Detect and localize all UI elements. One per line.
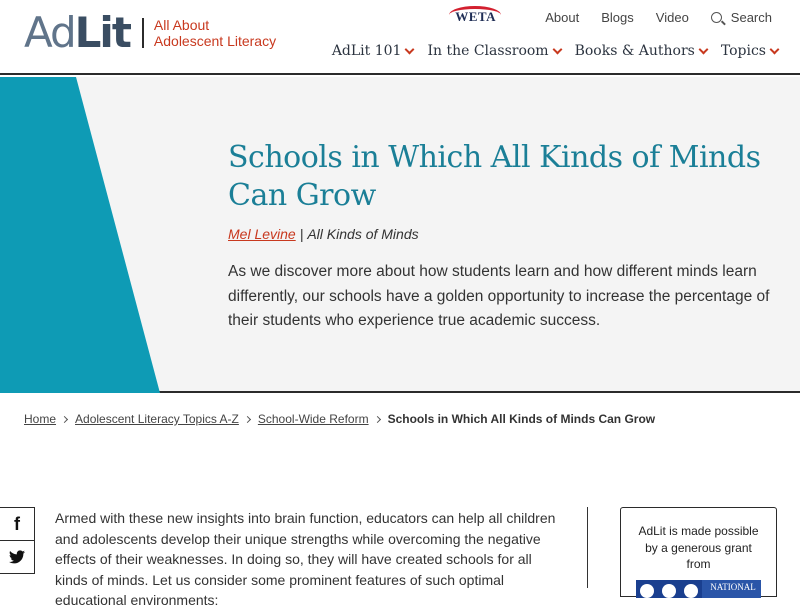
logo-ad-text: Ad <box>24 8 75 57</box>
main-nav-topics[interactable] <box>721 43 778 59</box>
sponsor-logo-mark <box>636 580 702 598</box>
facebook-share-button[interactable] <box>0 507 35 541</box>
search-label: Search <box>730 9 772 25</box>
chevron-down-icon <box>552 44 562 54</box>
article-byline <box>228 226 419 242</box>
logo-divider <box>142 18 144 48</box>
sponsor-text: AdLit is made possible by a generous grant from <box>638 524 759 571</box>
article-hero <box>0 77 800 393</box>
article-lead: As we discover more about how students learn and how different minds learn differently, our schools have a golden opportunity to increase the percentage of their students who experience true academic success. <box>228 263 770 329</box>
hero-decorative-stripe <box>0 77 160 393</box>
article-source: All Kinds of Minds <box>307 226 419 242</box>
breadcrumb-home[interactable]: Home <box>24 412 57 426</box>
main-nav-label: In the Classroom <box>427 43 549 59</box>
facebook-icon: f <box>14 513 20 534</box>
main-nav-adlit-101[interactable] <box>332 43 414 59</box>
logo-lit-text: Lit <box>74 8 130 57</box>
breadcrumb <box>24 412 655 426</box>
chevron-right-icon <box>374 415 381 422</box>
utility-nav <box>447 6 772 28</box>
byline-separator: | <box>299 226 304 242</box>
site-tagline <box>154 17 276 49</box>
main-nav-label: Topics <box>720 43 766 59</box>
main-nav-in-the-classroom[interactable] <box>427 43 560 59</box>
sponsor-logo-word: NATIONAL <box>702 580 761 598</box>
content-divider <box>587 507 588 588</box>
site-header <box>0 0 800 75</box>
chevron-down-icon <box>698 44 708 54</box>
chevron-down-icon <box>770 44 780 54</box>
share-bar <box>0 507 35 573</box>
main-nav <box>318 43 778 59</box>
article-title: Schools in Which All Kinds of Minds Can Grow <box>228 140 761 213</box>
tagline-line1: All About <box>153 17 210 33</box>
nav-about-link[interactable]: About <box>545 9 580 25</box>
article-paragraph: Armed with these new insights into brain function, educators can help all children and adolescents develop their unique strengths while overcoming the negative effects of their weaknesses. In doing so, they will have created schools for all kinds of minds. Let us consider some prominent features of such optimal educational environments: <box>55 510 556 608</box>
search-button[interactable] <box>711 10 772 25</box>
weta-logo[interactable] <box>447 6 507 28</box>
author-link[interactable]: Mel Levine <box>228 226 296 242</box>
main-nav-label: Books & Authors <box>574 43 695 59</box>
nav-blogs-link[interactable]: Blogs <box>601 9 634 25</box>
search-icon <box>711 12 722 23</box>
breadcrumb-school-wide-reform[interactable]: School-Wide Reform <box>257 412 369 426</box>
adlit-logo[interactable] <box>24 8 277 57</box>
main-nav-books-authors[interactable] <box>575 43 707 59</box>
chevron-right-icon <box>61 415 68 422</box>
chevron-down-icon <box>405 44 415 54</box>
sponsor-box <box>620 507 777 597</box>
twitter-share-button[interactable] <box>0 540 35 574</box>
tagline-line2: Adolescent Literacy <box>153 33 277 49</box>
chevron-right-icon <box>244 415 251 422</box>
twitter-icon <box>9 550 25 564</box>
weta-logo-text: WETA <box>455 9 497 24</box>
nav-video-link[interactable]: Video <box>655 9 689 25</box>
sponsor-logo[interactable] <box>636 580 761 598</box>
breadcrumb-topics[interactable]: Adolescent Literacy Topics A-Z <box>75 412 239 426</box>
main-nav-label: AdLit 101 <box>331 43 402 59</box>
breadcrumb-current: Schools in Which All Kinds of Minds Can Grow <box>387 412 656 426</box>
